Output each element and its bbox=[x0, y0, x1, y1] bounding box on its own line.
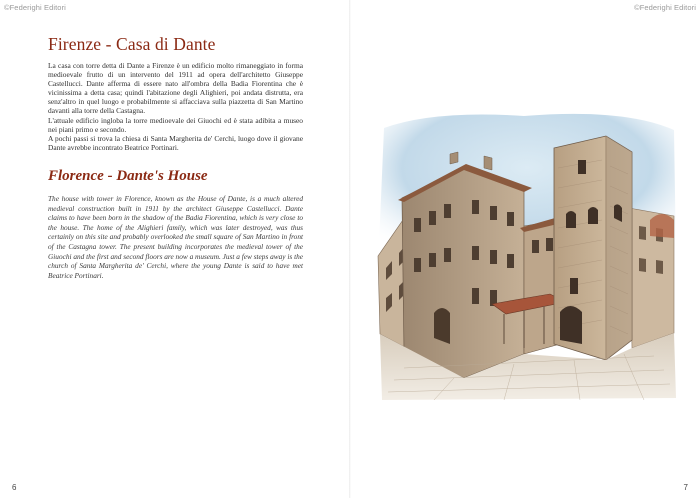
english-title: Florence - Dante's House bbox=[48, 168, 208, 184]
page-number-right: 7 bbox=[683, 483, 688, 492]
arched-doorway bbox=[434, 308, 450, 344]
publisher-credit-left: ©Federighi Editori bbox=[4, 3, 66, 12]
page-gutter bbox=[349, 0, 351, 498]
casa-di-dante-watercolor-illustration bbox=[374, 108, 680, 404]
italian-paragraph: L'attuale edificio ingloba la torre medioevale dei Giuochi ed è stata adibita a museo nei piani primo e secondo. bbox=[48, 115, 303, 134]
publisher-credit-right: ©Federighi Editori bbox=[634, 3, 696, 12]
italian-paragraph: A pochi passi si trova la chiesa di Santa Margherita de' Cerchi, luogo dove il giovane Dante avrebbe incontrato Beatrice Portinari. bbox=[48, 133, 303, 152]
page-number-left: 6 bbox=[12, 483, 17, 492]
italian-title: Firenze - Casa di Dante bbox=[48, 34, 216, 54]
italian-body bbox=[48, 61, 303, 152]
english-body: The house with tower in Florence, known as the House of Dante, is a much altered medieval construction built in 1911 by the architect Giuseppe Castellucci. Dante claims to have been born in the shadow of the Badia Fiorentina, which is very close to the house. The home of the Alighieri family, which was later destroyed, was thus certainly on this site and probably overlooked the small square of San Martino in front of the Castagna tower. The present building incorporates the medieval tower of the Giuochi and the first and second floors are now a museum. Just a few steps away is the church of Santa Margherita de' Cerchi, where the young Dante is said to have met Beatrice Portinari. bbox=[48, 194, 303, 280]
palazzo-left-facade bbox=[402, 168, 524, 378]
italian-paragraph: La casa con torre detta di Dante a Firenze è un edificio molto rimaneggiato in forma medioevale frutto di un intervento del 1911 ad opera dell'architetto Giuseppe Castellucci. Dante afferma di essere nato all'ombra della Badia Fiorentina che è vicinissima a detta casa; quindi l'abitazione degli Alighieri, poi andata distrutta, era senz'altro in quel luogo e probabilmente si affacciava sulla piazzetta di San Martino davanti alla torre della Castagna. bbox=[48, 61, 303, 116]
